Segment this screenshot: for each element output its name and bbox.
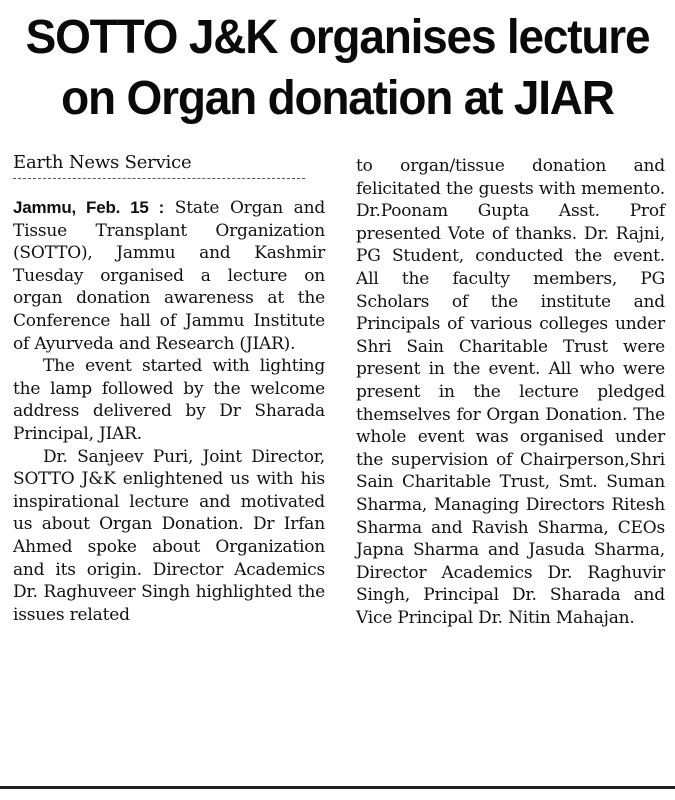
paragraph-3: Dr. Sanjeev Puri, Joint Director, SOTTO J&K enlightened us with his inspirational lecture and motivated us about Organ Donation. Dr Irfan Ahmed spoke about Organization and its origin. Director Academics Dr. Raghuveer Singh highlighted the issues related [13, 446, 325, 625]
headline-line-2: on Organ donation at JIAR [61, 70, 614, 125]
paragraph-2: The event started with lighting the lamp followed by the welcome address delivered by Dr Sharada Principal, JIAR. [13, 356, 325, 444]
paragraph-continued: to organ/tissue donation and felicitated the guests with memento. Dr.Poonam Gupta Asst. Prof presented Vote of thanks. Dr. Rajni, PG Student, conducted the event. All the faculty members, PG Scholars of the institute and Principals of various colleges under Shri Sain Charitable Trust were present in the event. All who were present in the lecture pledged themselves for Organ Donation. The whole event was organised under the supervision of Chairperson,Shri Sain Charitable Trust, Smt. Suman Sharma, Managing Directors Ritesh Sharma and Ravish Sharma, CEOs Japna Sharma and Jasuda Sharma, Director Academics Dr. Raghuvir Singh, Principal Dr. Sharada and Vice Principal Dr. Nitin Mahajan. [356, 156, 665, 628]
bottom-rule [0, 786, 675, 789]
article-column-right [356, 155, 665, 629]
article-column-left [13, 152, 325, 626]
paragraph-1 [13, 197, 325, 355]
byline: Earth News Service [13, 152, 305, 179]
headline [8, 6, 667, 128]
dateline: Jammu, Feb. 15 : [13, 198, 165, 217]
paragraph-1-text: State Organ and Tissue Transplant Organization (SOTTO), Jammu and Kashmir Tuesday organised a lecture on organ donation awareness at the Conference hall of Jammu Institute of Ayurveda and Research (JIAR). [13, 198, 325, 354]
headline-line-1: SOTTO J&K organises lecture [25, 9, 650, 64]
